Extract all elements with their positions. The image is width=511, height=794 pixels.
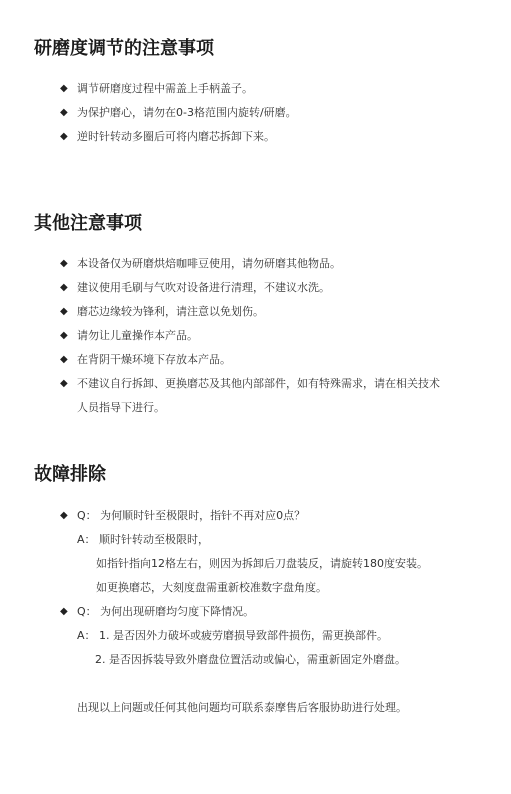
bullet-icon: ◆ — [60, 378, 68, 389]
list-item: 请勿让儿童操作本产品。 — [77, 329, 198, 342]
list-item: 在背阴干燥环境下存放本产品。 — [77, 353, 231, 366]
bullet-icon: ◆ — [60, 354, 68, 365]
faq-question: Q： 为何出现研磨均匀度下降情况。 — [77, 605, 255, 618]
support-footer-note: 出现以上问题或任何其他问题均可联系泰摩售后客服协助进行处理。 — [77, 701, 407, 714]
bullet-icon: ◆ — [60, 510, 68, 521]
faq-answer: A： 顺时针转动至极限时， — [77, 533, 210, 546]
faq-question: Q： 为何顺时针至极限时，指针不再对应0点？ — [77, 509, 306, 522]
list-item: 本设备仅为研磨烘焙咖啡豆使用，请勿研磨其他物品。 — [77, 257, 341, 270]
section-title-other-notes: 其他注意事项 — [34, 213, 142, 234]
faq-answer: 如更换磨芯，大刻度盘需重新校准数字盘角度。 — [96, 581, 327, 594]
list-item: 磨芯边缘较为锋利，请注意以免划伤。 — [77, 305, 264, 318]
faq-answer: 2. 是否因拆装导致外磨盘位置活动或偏心，需重新固定外磨盘。 — [95, 653, 406, 666]
faq-answer: A： 1. 是否因外力破坏或疲劳磨损导致部件损伤，需更换部件。 — [77, 629, 389, 642]
list-item: 逆时针转动多圈后可将内磨芯拆卸下来。 — [77, 130, 275, 143]
bullet-icon: ◆ — [60, 258, 68, 269]
list-item: 建议使用毛刷与气吹对设备进行清理，不建议水洗。 — [77, 281, 330, 294]
bullet-icon: ◆ — [60, 606, 68, 617]
bullet-icon: ◆ — [60, 330, 68, 341]
list-item: 调节研磨度过程中需盖上手柄盖子。 — [77, 82, 253, 95]
section-title-grind-adjust: 研磨度调节的注意事项 — [34, 38, 214, 59]
bullet-icon: ◆ — [60, 131, 68, 142]
list-item: 不建议自行拆卸、更换磨芯及其他内部部件，如有特殊需求，请在相关技术 — [77, 377, 440, 390]
section-title-troubleshooting: 故障排除 — [34, 464, 106, 485]
bullet-icon: ◆ — [60, 107, 68, 118]
bullet-icon: ◆ — [60, 83, 68, 94]
list-item: 为保护磨心，请勿在0-3格范围内旋转/研磨。 — [77, 106, 297, 119]
bullet-icon: ◆ — [60, 282, 68, 293]
faq-answer: 如指针指向12格左右，则因为拆卸后刀盘装反，请旋转180度安装。 — [96, 557, 428, 570]
list-item-continuation: 人员指导下进行。 — [77, 401, 165, 414]
bullet-icon: ◆ — [60, 306, 68, 317]
